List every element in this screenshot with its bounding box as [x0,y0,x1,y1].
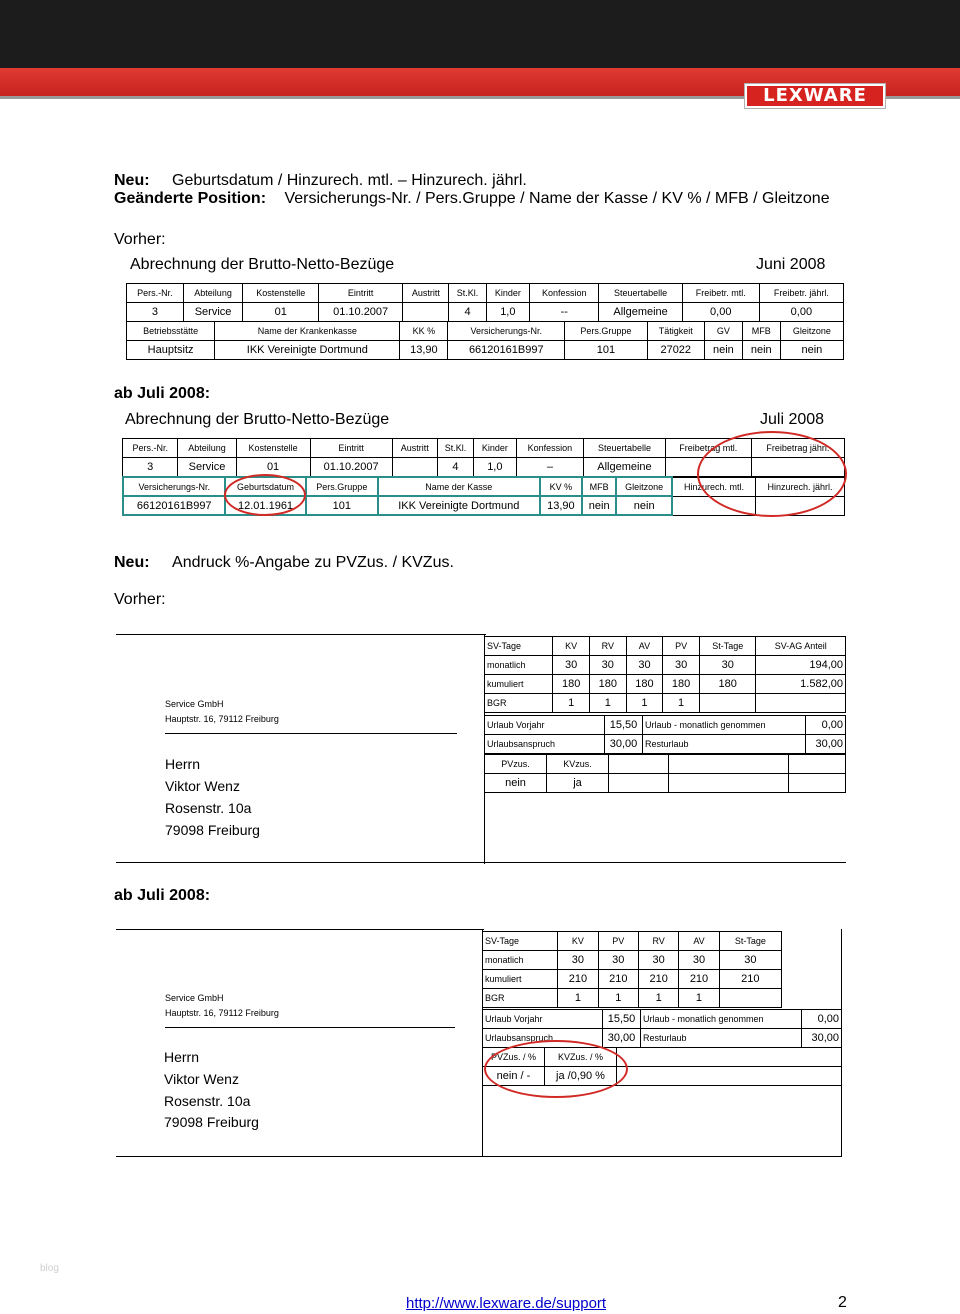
table-cell: 30 [553,656,590,675]
table-cell: 4 [449,303,486,322]
table-cell: 27022 [647,341,704,360]
after-doc-period: Juli 2008 [760,411,825,428]
table-header-cell: Austritt [392,439,437,458]
table-header-cell: PVzus. [485,755,547,774]
table-cell: nein [582,496,616,515]
table-cell [617,1067,842,1086]
recipient-name: Viktor Wenz [165,778,240,794]
table-header-cell: Betriebsstätte [127,322,215,341]
table-cell: ja [547,774,609,793]
table-header-cell: Versicherungs-Nr. [123,477,225,496]
urlaub-vorjahr-row [485,716,846,735]
top-dark-bar [0,0,960,68]
table-cell: 1 [558,989,598,1008]
changed-text: Versicherungs-Nr. / Pers.Gruppe / Name der Kasse / KV % / MFB / Gleitzone [284,190,830,207]
table-cell: 101 [306,496,378,515]
new-label-2: Neu: [114,554,150,571]
table-cell: Urlaub Vorjahr [485,716,605,735]
table-cell: kumuliert [485,675,553,694]
before-urlaub-table [484,715,846,754]
new-text: Geburtsdatum / Hinzurech. mtl. – Hinzurech. jährl. [172,172,527,189]
table-cell [669,774,789,793]
table-cell: 180 [626,675,663,694]
table-header-cell: KV [558,932,598,951]
table-cell: Urlaub Vorjahr [483,1010,603,1029]
table-cell: 210 [638,970,678,989]
table-cell: 66120161B997 [448,341,565,360]
sv-kumuliert-row [485,675,846,694]
table-cell: 194,00 [756,656,846,675]
table-header-cell: KVZus. / % [545,1048,617,1067]
table-header-cell: Abteilung [178,439,236,458]
sv-header-row [483,932,782,951]
annotation-circle-hinzurechnung [697,431,847,517]
table-cell [392,458,437,477]
new-label: Neu: [114,172,150,189]
table-header-cell: Freibetrag jährl. [751,439,844,458]
table-cell: 1 [638,989,678,1008]
sv-monatlich-row [485,656,846,675]
table-cell: Service [178,458,236,477]
table-cell: 13,90 [400,341,448,360]
recipient-street: Rosenstr. 10a [165,800,252,816]
table-cell: 15,50 [605,716,643,735]
table-header-cell: St-Tage [699,637,756,656]
table-header-cell: Eintritt [319,284,403,303]
new-text-2: Andruck %-Angabe zu PVZus. / KVZus. [172,554,454,571]
table-cell [609,755,669,774]
table-cell [756,694,846,713]
before-header-table [126,283,844,322]
table-cell: nein / - [483,1067,545,1086]
table-cell: 101 [565,341,647,360]
table-header-cell: St.Kl. [449,284,486,303]
zuschlag-header-row [485,755,846,774]
sv-bgr-row [485,694,846,713]
after-doc-title: Abrechnung der Brutto-Netto-Bezüge [125,411,390,428]
table-cell: 180 [589,675,626,694]
sv-kumuliert-row [483,970,782,989]
before-doc-title: Abrechnung der Brutto-Netto-Bezüge [130,256,395,273]
table-cell: 0,00 [806,716,846,735]
before-label-2: Vorher: [114,591,166,608]
changed-fields-line [114,190,830,208]
table-header-cell: Steuertabelle [599,284,682,303]
sender-name-2: Service GmbH [165,993,224,1003]
table-cell: 30 [638,951,678,970]
table-cell: Service [183,303,243,322]
table-cell [699,694,756,713]
table-cell: 180 [663,675,700,694]
table-cell: Urlaubsanspruch [485,735,605,754]
table-header-cell: Gleitzone [780,322,843,341]
table-cell: monatlich [483,951,558,970]
urlaubsanspruch-row [485,735,846,754]
payslip-top-rule [116,634,486,635]
table-header-cell: KVzus. [547,755,609,774]
table-cell: 1.582,00 [756,675,846,694]
table-cell [719,989,781,1008]
recipient-name-2: Viktor Wenz [164,1071,239,1087]
table-cell: Hauptsitz [127,341,215,360]
table-cell: 01.10.2007 [319,303,403,322]
recipient-street-2: Rosenstr. 10a [164,1093,251,1109]
table-cell: 180 [699,675,756,694]
table-header-cell: Eintritt [310,439,392,458]
new-fields-line [114,172,527,190]
table-header-cell: RV [589,637,626,656]
table-cell: 30,00 [605,735,643,754]
table-cell: 1 [553,694,590,713]
table-cell: 30 [719,951,781,970]
table-header-cell: Tätigkeit [647,322,704,341]
table-cell [617,1048,842,1067]
table-cell: -- [530,303,599,322]
table-cell: 0,00 [682,303,759,322]
table-cell: 1 [598,989,638,1008]
table-header-cell: Steuertabelle [584,439,665,458]
annotation-circle-geburtsdatum [224,474,306,516]
before-doc-period: Juni 2008 [756,256,826,273]
table-cell: nein [780,341,843,360]
table-header-cell: Konfession [530,284,599,303]
table-cell: Allgemeine [584,458,665,477]
table-cell: 30,00 [806,735,846,754]
table-header-cell: MFB [582,477,616,496]
table-cell: 1 [679,989,719,1008]
support-link[interactable]: http://www.lexware.de/support [406,1295,607,1312]
recipient-salutation: Herrn [165,756,201,772]
sender-address-2: Hauptstr. 16, 79112 Freiburg [165,1008,279,1018]
table-cell: 210 [719,970,781,989]
before-row1-headers [127,284,844,303]
table-cell: 13,90 [540,496,583,515]
table-cell: 1 [663,694,700,713]
watermark-text: blog [40,1263,59,1274]
table-header-cell: Kinder [486,284,529,303]
table-header-cell: PV [663,637,700,656]
table-cell: 1 [626,694,663,713]
before-label-1: Vorher: [114,231,166,248]
table-header-cell: KV [553,637,590,656]
payslip2-top-rule [116,929,484,930]
table-cell: 3 [123,458,178,477]
table-header-cell: Konfession [516,439,584,458]
table-cell: kumuliert [483,970,558,989]
table-header-cell: Freibetr. mtl. [682,284,759,303]
sv-bgr-row [483,989,782,1008]
table-header-cell: Austritt [403,284,449,303]
table-cell: Resturlaub [643,735,806,754]
table-header-cell: Name der Kasse [378,477,540,496]
table-cell: 30 [663,656,700,675]
table-header-cell: Versicherungs-Nr. [448,322,565,341]
table-cell [403,303,449,322]
table-header-cell: KK % [400,322,448,341]
table-header-cell: SV-Tage [483,932,558,951]
table-cell: monatlich [485,656,553,675]
table-cell: nein [485,774,547,793]
after-label-1: ab Juli 2008: [114,385,211,402]
table-cell: IKK Vereinigte Dortmund [215,341,400,360]
table-header-cell: MFB [742,322,780,341]
table-cell: nein [704,341,742,360]
table-cell [669,755,789,774]
table-cell: BGR [485,694,553,713]
before-zuschlag-table [484,754,846,793]
recipient-city-2: 79098 Freiburg [164,1114,259,1130]
table-cell: IKK Vereinigte Dortmund [378,496,540,515]
payslip2-bottom-rule [116,1156,842,1157]
table-header-cell: AV [626,637,663,656]
table-cell: 01 [236,458,310,477]
sender-name: Service GmbH [165,699,224,709]
table-header-cell: Kostenstelle [236,439,310,458]
table-header-cell: PVZus. / % [483,1048,545,1067]
table-cell: 1,0 [474,458,516,477]
urlaub-vorjahr-row [483,1010,842,1029]
table-cell: 30 [558,951,598,970]
table-header-cell: Gleitzone [616,477,672,496]
table-cell: 30 [626,656,663,675]
table-cell: 01.10.2007 [310,458,392,477]
table-cell: – [516,458,584,477]
before-row2-headers [127,322,844,341]
table-header-cell: Freibetrag mtl. [665,439,751,458]
sender-rule [165,733,457,734]
table-header-cell: GV [704,322,742,341]
page-number: 2 [838,1294,847,1311]
table-header-cell: AV [679,932,719,951]
table-cell: nein [616,496,672,515]
zuschlag-value-row [485,774,846,793]
table-cell [789,774,846,793]
table-cell: Allgemeine [599,303,682,322]
table-header-cell: Freibetr. jährl. [759,284,843,303]
table-header-cell: Hinzurech. mtl. [672,477,755,496]
table-cell: 30 [699,656,756,675]
table-cell: 66120161B997 [123,496,225,515]
table-cell: 210 [679,970,719,989]
table-header-cell: Pers.Gruppe [565,322,647,341]
recipient-salutation-2: Herrn [164,1049,200,1065]
after-label-2: ab Juli 2008: [114,887,211,904]
table-cell: Urlaub - monatlich genommen [641,1010,802,1029]
table-cell: BGR [483,989,558,1008]
table-cell: 01 [243,303,319,322]
table-header-cell: Kostenstelle [243,284,319,303]
table-cell: 30 [679,951,719,970]
table-header-cell: St-Tage [719,932,781,951]
before-sv-table [484,636,846,713]
sender-rule-2 [165,1027,455,1028]
table-cell: 15,50 [603,1010,641,1029]
table-header-cell: SV-Tage [485,637,553,656]
table-cell: 180 [553,675,590,694]
table-cell: 3 [127,303,184,322]
table-header-cell: Name der Krankenkasse [215,322,400,341]
table-header-cell: KV % [540,477,583,496]
table-cell: nein [742,341,780,360]
table-cell: ja /0,90 % [545,1067,617,1086]
table-cell: 30 [589,656,626,675]
table-header-cell: SV-AG Anteil [756,637,846,656]
lexware-logo: LEXWARE [745,84,885,108]
table-cell: 0,00 [759,303,843,322]
table-cell: Resturlaub [641,1029,802,1048]
sv-header-row [485,637,846,656]
table-cell: 210 [598,970,638,989]
annotation-circle-zuschlag [484,1040,628,1098]
table-cell: Urlaubsanspruch [483,1029,603,1048]
table-header-cell: St.Kl. [437,439,473,458]
table-cell: 12.01.1961 [225,496,305,515]
table-cell: 30,00 [802,1029,842,1048]
table-header-cell: Kinder [474,439,516,458]
after-sv-table [482,931,782,1008]
changed-label: Geänderte Position: [114,190,267,207]
table-header-cell: Geburtsdatum [225,477,305,496]
table-header-cell: RV [638,932,678,951]
table-cell: 0,00 [802,1010,842,1029]
table-header-cell: Abteilung [183,284,243,303]
table-header-cell: Pers.-Nr. [127,284,184,303]
sv-monatlich-row [483,951,782,970]
table-cell: 1,0 [486,303,529,322]
table-cell: Urlaub - monatlich genommen [643,716,806,735]
table-cell: 30,00 [603,1029,641,1048]
table-header-cell: PV [598,932,638,951]
recipient-city: 79098 Freiburg [165,822,260,838]
table-header-cell: Pers.-Nr. [123,439,178,458]
before-second-table [126,321,844,360]
sender-address: Hauptstr. 16, 79112 Freiburg [165,714,279,724]
table-cell [609,774,669,793]
table-cell: 30 [598,951,638,970]
new-print-line [114,554,454,572]
table-header-cell: Pers.Gruppe [306,477,378,496]
table-header-cell: Hinzurech. jährl. [755,477,844,496]
table-cell: 4 [437,458,473,477]
payslip-bottom-rule [116,862,846,863]
table-cell [789,755,846,774]
table-cell: 1 [589,694,626,713]
before-row1-values [127,303,844,322]
before-row2-values [127,341,844,360]
table-cell: 210 [558,970,598,989]
